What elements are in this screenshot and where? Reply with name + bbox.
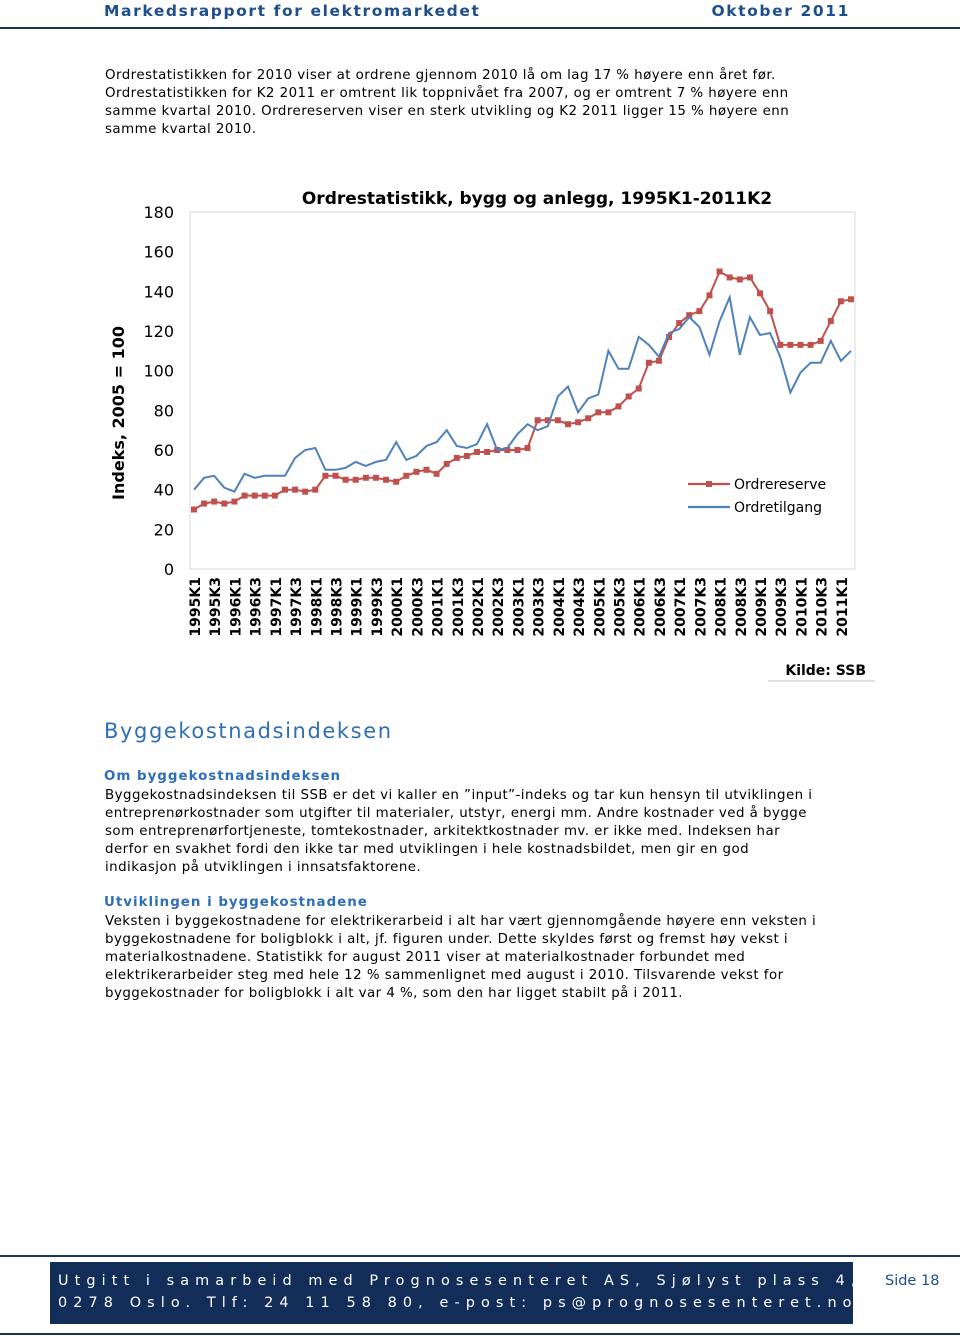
series-point-ordrereserve [231, 499, 237, 505]
series-point-ordrereserve [444, 461, 450, 467]
series-point-ordrereserve [434, 471, 440, 477]
series-point-ordrereserve [585, 415, 591, 421]
subsection-title: Utviklingen i byggekostnadene [104, 895, 368, 910]
series-point-ordrereserve [403, 473, 409, 479]
series-point-ordrereserve [322, 473, 328, 479]
chart-svg [100, 178, 880, 688]
y-tick-label: 180 [143, 203, 174, 222]
footer-banner [50, 1262, 862, 1324]
x-tick-label: 2005K1 [592, 577, 609, 637]
series-point-ordrereserve [514, 447, 520, 453]
series-point-ordrereserve [242, 493, 248, 499]
series-point-ordrereserve [797, 342, 803, 348]
intro-line: Ordrestatistikken for 2010 viser at ordrene gjennom 2010 lå om lag 17 % høyere enn året før. [105, 68, 776, 83]
report-title: Markedsrapport for elektromarkedet [104, 2, 481, 20]
paragraph-line: indikasjon på utviklingen i innsatsfaktorene. [105, 860, 422, 875]
chart-source: Kilde: SSB [785, 663, 866, 679]
x-tick-label: 2002K3 [491, 577, 508, 637]
series-point-ordrereserve [757, 290, 763, 296]
x-tick-label: 2000K1 [390, 577, 407, 637]
series-point-ordrereserve [262, 493, 268, 499]
y-tick-label: 160 [143, 242, 174, 262]
x-tick-label: 1997K3 [289, 577, 306, 637]
series-point-ordrereserve [828, 318, 834, 324]
x-tick-label: 2008K1 [713, 577, 730, 637]
series-point-ordrereserve [525, 445, 531, 451]
header-divider [0, 27, 960, 29]
x-tick-label: 2001K1 [430, 577, 447, 637]
x-tick-label: 1999K3 [369, 577, 386, 637]
section-paragraph [105, 787, 856, 877]
x-tick-label: 2009K1 [754, 577, 771, 637]
series-line-ordretilgang [194, 297, 851, 491]
x-tick-label: 2003K3 [531, 577, 548, 637]
series-point-ordrereserve [747, 274, 753, 280]
series-point-ordrereserve [595, 409, 601, 415]
y-tick-label: 40 [153, 480, 174, 500]
section-title: Byggekostnadsindeksen [104, 719, 393, 743]
series-point-ordrereserve [656, 358, 662, 364]
paragraph-line: byggekostnader for boligblokk i alt var 4 %, som den har ligget stabilt på i 2011. [105, 986, 683, 1001]
series-point-ordrereserve [696, 308, 702, 314]
series-line-ordrereserve [194, 272, 851, 510]
x-tick-label: 2006K1 [632, 577, 649, 637]
x-tick-label: 2010K3 [814, 577, 831, 637]
y-tick-label: 80 [153, 401, 174, 421]
series-point-ordrereserve [363, 475, 369, 481]
y-tick-label: 0 [163, 560, 174, 579]
series-point-ordrereserve [373, 475, 379, 481]
series-point-ordrereserve [818, 338, 824, 344]
series-point-ordrereserve [464, 453, 470, 459]
series-point-ordrereserve [353, 477, 359, 483]
x-tick-label: 2009K3 [774, 577, 791, 637]
series-point-ordrereserve [454, 455, 460, 461]
series-point-ordrereserve [575, 419, 581, 425]
x-tick-label: 2004K1 [551, 577, 568, 637]
footer-contact: 0278 Oslo. Tlf: 24 11 58 80, e-post: ps@prognosesenteret.no [58, 1295, 858, 1311]
series-point-ordrereserve [848, 296, 854, 302]
series-point-ordrereserve [706, 292, 712, 298]
series-point-ordrereserve [727, 274, 733, 280]
x-tick-label: 1998K1 [309, 577, 326, 637]
series-point-ordrereserve [535, 417, 541, 423]
series-point-ordrereserve [272, 493, 278, 499]
x-tick-label: 1998K3 [329, 577, 346, 637]
x-tick-label: 1995K3 [208, 577, 225, 637]
series-point-ordrereserve [838, 298, 844, 304]
paragraph-line: entreprenørkostnader som utgifter til materialer, utstyr, energi mm. Andre kostnader ved å bygge [105, 806, 807, 821]
page-header [0, 0, 960, 26]
x-tick-label: 2007K3 [693, 577, 710, 637]
series-point-ordrereserve [292, 487, 298, 493]
series-point-ordrereserve [626, 393, 632, 399]
y-axis-label: Indeks, 2005 = 100 [109, 326, 128, 500]
y-tick-label: 140 [143, 282, 174, 302]
chart-title: Ordrestatistikk, bygg og anlegg, 1995K1-2011K2 [301, 189, 773, 209]
series-point-ordrereserve [767, 308, 773, 314]
x-tick-label: 2001K3 [450, 577, 467, 637]
x-tick-label: 2003K1 [511, 577, 528, 637]
y-tick-label: 20 [153, 520, 174, 540]
legend-label: Ordrereserve [734, 477, 827, 493]
series-point-ordrereserve [191, 507, 197, 513]
series-point-ordrereserve [636, 386, 642, 392]
legend-marker [706, 481, 712, 487]
series-point-ordrereserve [787, 342, 793, 348]
x-tick-label: 1997K1 [268, 577, 285, 637]
section-paragraph [105, 913, 856, 1003]
series-point-ordrereserve [252, 493, 258, 499]
series-point-ordrereserve [211, 499, 217, 505]
paragraph-line: materialkostnadene. Statistikk for august 2011 viser at materialkostnader forbundet med [105, 950, 746, 965]
intro-line: samme kvartal 2010. [105, 122, 257, 137]
report-date: Oktober 2011 [711, 2, 850, 20]
series-point-ordrereserve [383, 477, 389, 483]
x-tick-label: 2007K1 [673, 577, 690, 637]
subsection-title: Om byggekostnadsindeksen [104, 769, 342, 784]
page-footer [0, 1255, 960, 1335]
series-point-ordrereserve [737, 276, 743, 282]
series-point-ordrereserve [423, 467, 429, 473]
paragraph-line: Veksten i byggekostnadene for elektrikerarbeid i alt har vært gjennomgående høyere enn veksten i [105, 914, 817, 929]
x-tick-label: 2000K3 [410, 577, 427, 637]
y-tick-label: 120 [143, 322, 174, 341]
intro-line: samme kvartal 2010. Ordrereserven viser en sterk utvikling og K2 2011 ligger 15 % høyere enn [105, 104, 790, 119]
x-tick-label: 2006K3 [652, 577, 669, 637]
page-number: Side 18 [885, 1273, 940, 1289]
paragraph-line: byggekostnadene for boligblokk i alt, jf. figuren under. Dette skyldes først og fremst høy vekst i [105, 932, 789, 947]
series-point-ordrereserve [605, 409, 611, 415]
series-point-ordrereserve [616, 403, 622, 409]
x-tick-label: 2005K3 [612, 577, 629, 637]
x-tick-label: 2004K3 [572, 577, 589, 637]
series-point-ordrereserve [413, 469, 419, 475]
x-tick-label: 2008K3 [733, 577, 750, 637]
series-point-ordrereserve [312, 487, 318, 493]
series-point-ordrereserve [343, 477, 349, 483]
series-point-ordrereserve [646, 360, 652, 366]
paragraph-line: Byggekostnadsindeksen til SSB er det vi kaller en ”input”-indeks og tar kun hensyn til utviklingen i [105, 788, 813, 803]
series-point-ordrereserve [777, 342, 783, 348]
intro-paragraph [105, 67, 856, 139]
paragraph-line: elektrikerarbeider steg med hele 12 % sammenlignet med august i 2010. Tilsvarende vekst for [105, 968, 784, 983]
y-tick-label: 100 [143, 361, 174, 381]
series-point-ordrereserve [201, 501, 207, 507]
intro-line: Ordrestatistikken for K2 2011 er omtrent lik toppnivået fra 2007, og er omtrent 7 % høyere enn [105, 86, 789, 101]
paragraph-line: derfor en svakhet fordi den ikke tar med utviklingen i hele kostnadsbildet, men gir en god [105, 842, 750, 857]
x-tick-label: 2010K1 [794, 577, 811, 637]
x-tick-label: 1996K3 [248, 577, 265, 637]
x-tick-label: 1995K1 [188, 577, 204, 637]
legend-label: Ordretilgang [734, 500, 822, 516]
x-tick-label: 2011K1 [834, 577, 851, 637]
series-point-ordrereserve [393, 479, 399, 485]
series-point-ordrereserve [333, 473, 339, 479]
x-tick-label: 1999K1 [349, 577, 366, 637]
series-point-ordrereserve [484, 449, 490, 455]
series-point-ordrereserve [282, 487, 288, 493]
series-point-ordrereserve [717, 269, 723, 275]
series-point-ordrereserve [555, 417, 561, 423]
x-tick-label: 1996K1 [228, 577, 245, 637]
footer-address: Utgitt i samarbeid med Prognosesenteret AS, Sjølyst plass 4, [58, 1273, 862, 1289]
x-tick-label: 2002K1 [471, 577, 488, 637]
series-point-ordrereserve [474, 449, 480, 455]
series-point-ordrereserve [302, 489, 308, 495]
series-point-ordrereserve [565, 421, 571, 427]
series-point-ordrereserve [221, 501, 227, 507]
paragraph-line: som entreprenørfortjeneste, tomtekostnader, arkitektkostnader mv. er ikke med. Indeksen har [105, 824, 781, 839]
order-statistics-chart [100, 178, 880, 688]
y-tick-label: 60 [153, 441, 174, 460]
series-point-ordrereserve [808, 342, 814, 348]
